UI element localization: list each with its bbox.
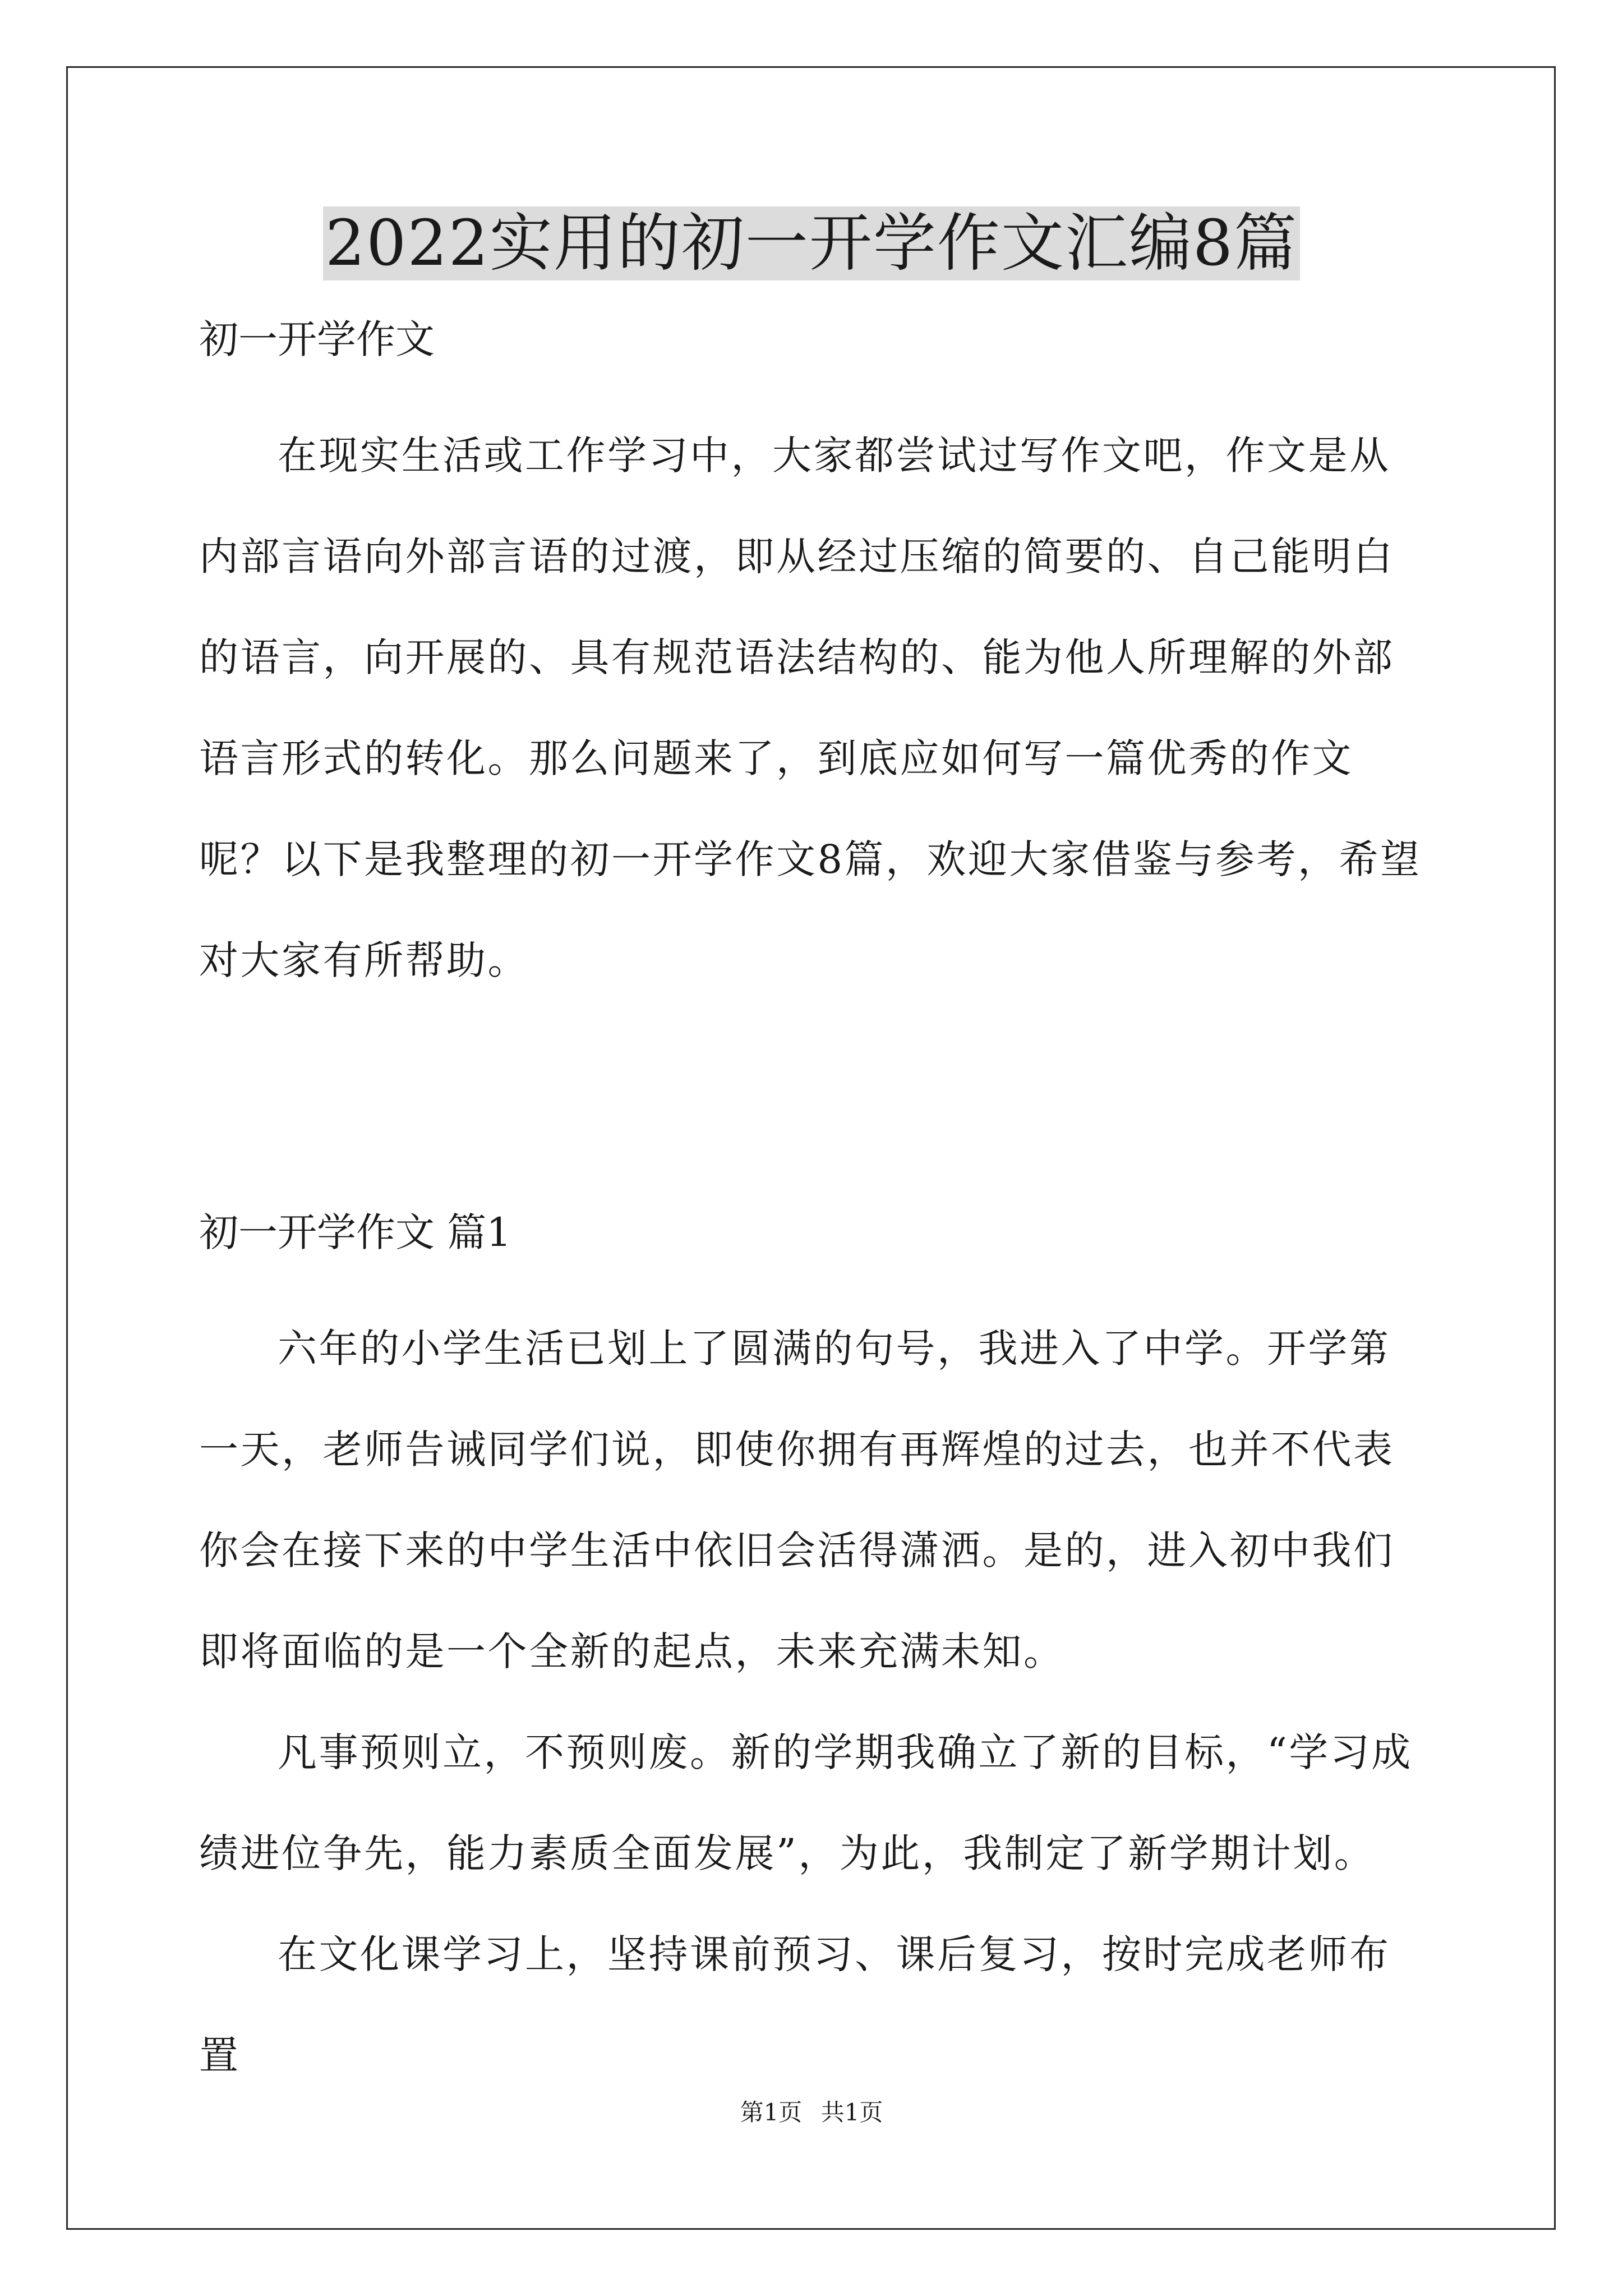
page-total: 共1页	[820, 2099, 883, 2126]
intro-heading: 初一开学作文	[199, 316, 435, 362]
section-1-paragraph-3: 在文化课学习上，坚持课前预习、课后复习，按时完成老师布置	[199, 1931, 1391, 2078]
page-number: 第1页	[740, 2099, 803, 2126]
intro-paragraph: 在现实生活或工作学习中，大家都尝试过写作文吧，作文是从内部言语向外部言语的过渡，即从经过压缩的简要的、自己能明白的语言，向开展的、具有规范语法结构的、能为他人所理解的外部语言形式的转化。那么问题来了，到底应如何写一篇优秀的作文呢？以下是我整理的初一开学作文8篇，欢迎大家借鉴与参考，希望对大家有所帮助。	[199, 432, 1422, 983]
title-container	[0, 206, 1623, 280]
document-body	[199, 314, 1427, 2106]
section-1-paragraph-1: 六年的小学生活已划上了圆满的句号，我进入了中学。开学第一天，老师告诫同学们说，即使你拥有再辉煌的过去，也并不代表你会在接下来的中学生活中依旧会活得潇洒。是的，进入初中我们即将面临的是一个全新的起点，未来充满未知。	[199, 1326, 1395, 1674]
section-1-paragraph-2: 凡事预则立，不预则废。新的学期我确立了新的目标，“学习成绩进位争先，能力素质全面发展”，为此，我制定了新学期计划。	[199, 1729, 1413, 1876]
document-title: 2022实用的初一开学作文汇编8篇	[323, 206, 1300, 280]
page-footer	[0, 2097, 1623, 2128]
section-1-heading: 初一开学作文 篇1	[199, 1209, 511, 1255]
